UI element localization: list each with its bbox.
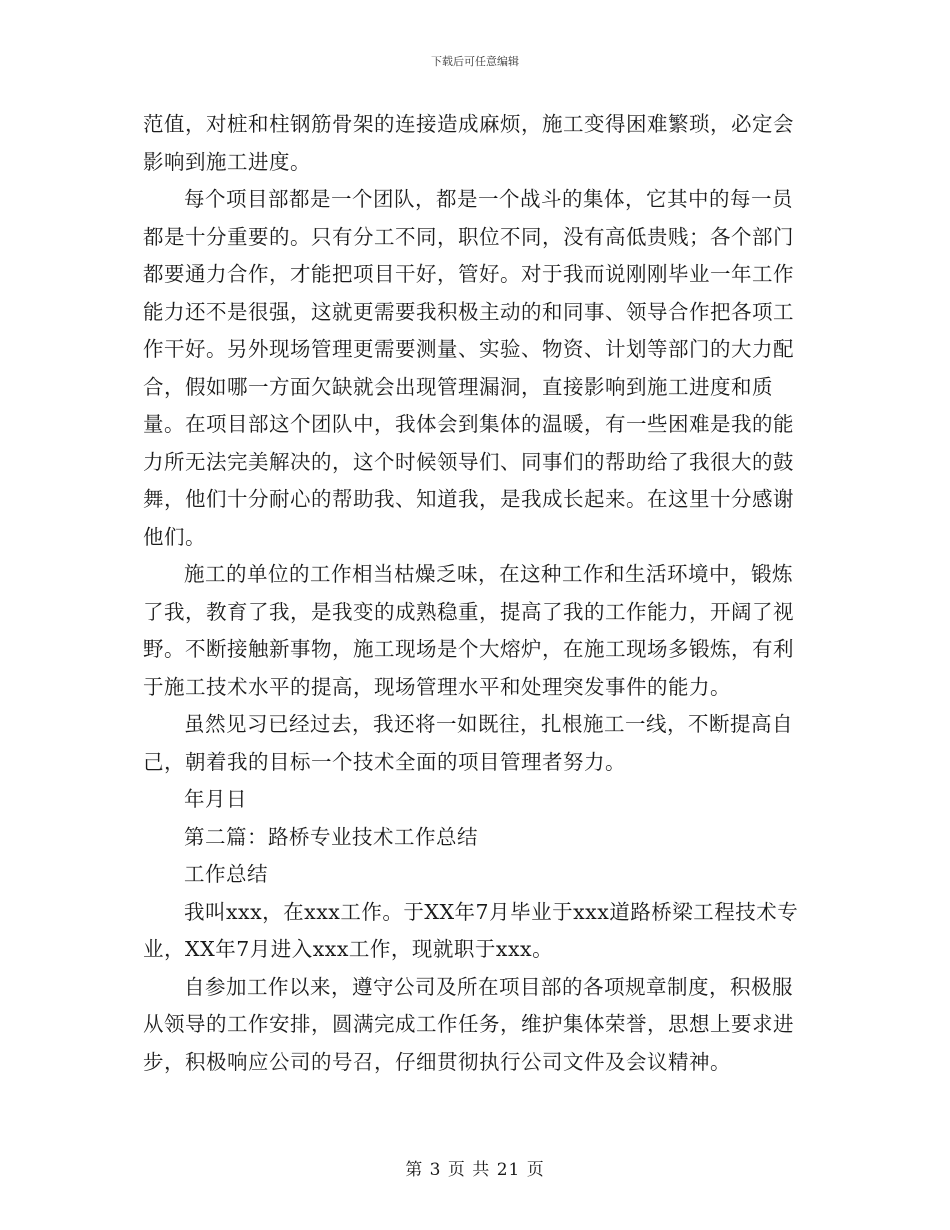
date-line: 年月日 xyxy=(184,787,247,811)
document-body xyxy=(143,106,808,1081)
paragraph-work-environment: 施工的单位的工作相当枯燥乏味，在这种工作和生活环境中，锻炼了我，教育了我，是我变的成熟稳重，提高了我的工作能力，开阔了视野。不断接触新事物，施工现场是个大熔炉，在施工现场多锻炼，有利于施工技术水平的提高，现场管理水平和处理突发事件的能力。 xyxy=(143,562,794,699)
paragraph-conduct: 自参加工作以来，遵守公司及所在项目部的各项规章制度，积极服从领导的工作安排，圆满完成工作任务，维护集体荣誉，思想上要求进步，积极响应公司的号召，仔细贯彻执行公司文件及会议精神。 xyxy=(143,974,794,1074)
section-title: 第二篇：路桥专业技术工作总结 xyxy=(184,824,478,849)
paragraph-continuation: 范值，对桩和柱钢筋骨架的连接造成麻烦，施工变得困难繁琐，必定会影响到施工进度。 xyxy=(143,112,794,174)
paragraph-intro: 我叫xxx，在xxx工作。于XX年7月毕业于xxx道路桥梁工程技术专业，XX年7月进入xxx工作，现就职于xxx。 xyxy=(143,899,799,961)
paragraph-team: 每个项目部都是一个团队，都是一个战斗的集体，它其中的每一员都是十分重要的。只有分工不同，职位不同，没有高低贵贱；各个部门都要通力合作，才能把项目干好，管好。对于我而说刚刚毕业一年工作能力还不是很强，这就更需要我积极主动的和同事、领导合作把各项工作干好。另外现场管理更需要测量、实验、物资、计划等部门的大力配合，假如哪一方面欠缺就会出现管理漏洞，直接影响到施工进度和质量。在项目部这个团队中，我体会到集体的温暖，有一些困难是我的能力所无法完美解决的，这个时候领导们、同事们的帮助给了我很大的鼓舞，他们十分耐心的帮助我、知道我，是我成长起来。在这里十分感谢他们。 xyxy=(143,187,794,549)
page-header: 下载后可任意编辑 xyxy=(431,55,519,68)
section-subtitle: 工作总结 xyxy=(184,862,268,886)
paragraph-conclusion: 虽然见习已经过去，我还将一如既往，扎根施工一线，不断提高自己，朝着我的目标一个技术全面的项目管理者努力。 xyxy=(143,712,793,774)
page-number: 第 3 页 共 21 页 xyxy=(405,1160,545,1180)
